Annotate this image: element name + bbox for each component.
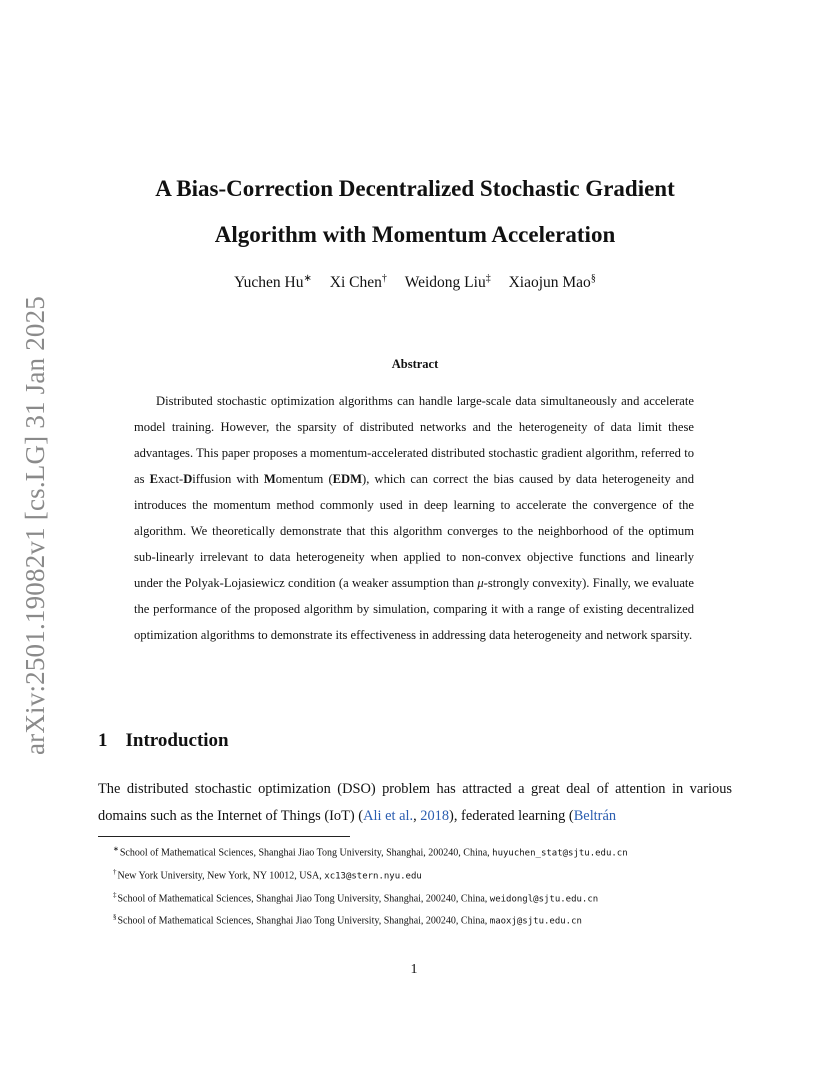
mu-symbol: μ [477,576,484,590]
author-4-mark: § [590,273,596,284]
acronym-edm: EDM [332,472,363,486]
author-1-mark: ∗ [303,273,312,284]
citation-ali-2018-author[interactable]: Ali et al. [363,808,414,824]
page-number: 1 [410,962,418,977]
footnote-3-email: weidongl@sjtu.edu.cn [489,893,599,904]
citation-ali-2018-year[interactable]: 2018 [420,808,450,824]
section-number: 1 [98,730,108,751]
footnote-4: §School of Mathematical Sciences, Shanghai Jiao Tong University, Shanghai, 200240, China, maoxj@sjtu.edu.cn [113,913,582,927]
author-1: Yuchen Hu∗ [234,273,312,292]
arxiv-identifier-text: arXiv:2501.19082v1 [cs.LG] 31 Jan 2025 [20,295,51,755]
author-2-mark: † [381,273,387,284]
section-title: Introduction [125,730,229,751]
author-3: Weidong Liu‡ [404,273,491,292]
abstract-paragraph: Distributed stochastic optimization algorithms can handle large-scale data simultaneously and accelerate model training. However, the sparsity of distributed networks and the heterogeneity of data limit these advantages. This paper proposes a momentum-accelerated distributed stochastic gradient algorithm, referred to as Exact-Diffusion with Momentum (EDM), which can correct the bias caused by data heterogeneity and introduces the momentum method commonly used in deep learning to accelerate the convergence of the algorithm. We theoretically demonstrate that this algorithm converges to the neighborhood of the optimum sub-linearly irrelevant to data heterogeneity when applied to non-convex objective functions and linearly under the Polyak-Lojasiewicz condition (a weaker assumption than μ-strongly convexity). Finally, we evaluate the performance of the proposed algorithm by simulation, comparing it with a range of existing decentralized optimization algorithms to demonstrate its effectiveness in addressing data heterogeneity and network sparsity. [134,394,694,642]
footnotes [113,840,743,931]
introduction-body [98,776,732,830]
title-line-1: A Bias-Correction Decentralized Stochastic Gradient [155,176,675,201]
footnote-2: †New York University, New York, NY 10012, USA, xc13@stern.nyu.edu [113,867,422,882]
section-heading-introduction [98,730,229,752]
author-3-mark: ‡ [485,273,491,284]
citation-beltran[interactable]: Beltrán [573,808,617,824]
paper-title [90,166,740,258]
footnote-1: ∗School of Mathematical Sciences, Shanghai Jiao Tong University, Shanghai, 200240, China, huyuchen_stat@sjtu.edu.cn [113,845,628,859]
abstract-heading: Abstract [391,357,439,371]
author-4: Xiaojun Mao§ [508,273,596,292]
arxiv-identifier-stamp [14,290,58,760]
footnote-2-email: xc13@stern.nyu.edu [324,871,422,882]
author-list [90,273,740,292]
footnote-divider [98,836,350,837]
footnote-1-email: huyuchen_stat@sjtu.edu.cn [492,848,628,859]
footnote-4-email: maoxj@sjtu.edu.cn [489,916,582,927]
abstract-body [134,388,694,648]
introduction-paragraph: The distributed stochastic optimization (DSO) problem has attracted a great deal of attention in various domains such as the Internet of Things (IoT) (Ali et al., 2018), federated learning (Beltrán [98,781,732,824]
title-line-2: Algorithm with Momentum Acceleration [214,222,616,247]
author-2: Xi Chen† [329,273,387,292]
footnote-3: ‡School of Mathematical Sciences, Shanghai Jiao Tong University, Shanghai, 200240, China, weidongl@sjtu.edu.cn [113,890,599,904]
